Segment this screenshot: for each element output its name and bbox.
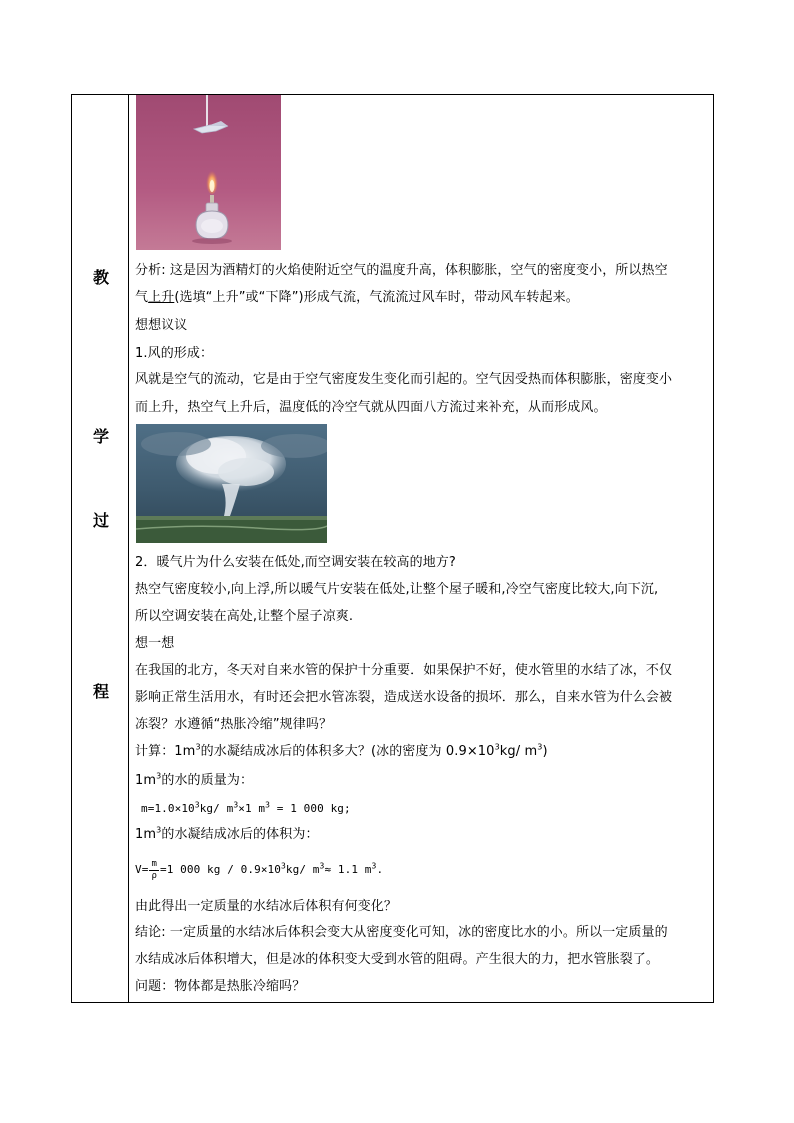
calc-q-part: 的水凝结成冰后的体积多大？(冰的密度为 0.9×10 bbox=[200, 744, 495, 759]
eq-part: m=1.0×10 bbox=[141, 802, 195, 815]
column-divider bbox=[128, 94, 129, 1003]
exponent: 3 bbox=[371, 861, 377, 871]
vol-label-part: 1m bbox=[135, 827, 157, 842]
eq-part: . bbox=[376, 863, 384, 876]
calc-q-part: kg/ m bbox=[499, 744, 538, 759]
section-heading-think: 想一想 bbox=[135, 636, 175, 651]
wind-text-line-1: 风就是空气的流动，它是由于空气密度发生变化而引起的。空气因受热而体积膨胀，密度变小 bbox=[135, 372, 673, 387]
pipe-text-line-1: 在我国的北方，冬天对自来水管的保护十分重要．如果保护不好，使水管里的水结了冰，不仅 bbox=[135, 663, 673, 678]
calc-q-part: ) bbox=[542, 744, 548, 759]
exponent: 3 bbox=[281, 861, 286, 871]
side-label-guo: 过 bbox=[92, 511, 109, 530]
fraction-denominator: ρ bbox=[151, 870, 157, 881]
exponent: 3 bbox=[265, 800, 271, 810]
conclusion-line-2: 水结成冰后体积增大，但是冰的体积变大受到水管的阻碍。产生很大的力，把水管胀裂了。 bbox=[135, 952, 660, 967]
change-question: 由此得出一定质量的水结冰后体积有何变化？ bbox=[135, 899, 398, 914]
heater-question: 2．暖气片为什么安装在低处,而空调安装在较高的地方? bbox=[135, 555, 456, 570]
exponent: 3 bbox=[319, 861, 325, 871]
exponent: 3 bbox=[194, 800, 200, 810]
exponent: 3 bbox=[537, 742, 543, 752]
analysis-line-1: 分析: 这是因为酒精灯的火焰使附近空气的温度升高，体积膨胀，空气的密度变小，所以热空 bbox=[135, 263, 668, 278]
mass-label-part: 1m bbox=[135, 773, 157, 788]
analysis-text-tail: (选填“上升”或“下降”)形成气流，气流流过风车时，带动风车转起来。 bbox=[174, 290, 579, 305]
heater-answer-line-1: 热空气密度较小,向上浮,所以暖气片安装在低处,让整个屋子暖和,冷空气密度比较大,向下沉, bbox=[135, 582, 659, 597]
mass-label-part: 的水的质量为： bbox=[161, 773, 254, 788]
eq-part: kg/ m bbox=[285, 863, 320, 876]
eq-part: ×1 m bbox=[238, 802, 266, 815]
exponent: 3 bbox=[494, 742, 500, 752]
side-label-xue: 学 bbox=[92, 427, 109, 446]
exponent: 3 bbox=[156, 771, 162, 781]
wind-heading: 1.风的形成： bbox=[135, 346, 214, 361]
pipe-text-line-2: 影响正常生活用水，有时还会把水管冻裂，造成送水设备的损坏．那么，自来水管为什么会被 bbox=[135, 690, 673, 705]
calc-question bbox=[135, 739, 711, 764]
side-label-cheng: 程 bbox=[92, 682, 109, 701]
volume-equation bbox=[135, 857, 711, 882]
volume-label bbox=[135, 822, 711, 847]
eq-part: =1 000 kg / 0.9×10 bbox=[159, 863, 281, 876]
answer-blank: 上升 bbox=[148, 290, 175, 305]
final-question: 问题：物体都是热胀冷缩吗？ bbox=[135, 979, 306, 994]
exponent: 3 bbox=[195, 742, 201, 752]
fraction-numerator: m bbox=[151, 858, 157, 869]
exponent: 3 bbox=[233, 800, 239, 810]
tornado-photo bbox=[136, 424, 327, 543]
eq-part: kg/ m bbox=[199, 802, 234, 815]
calc-q-part: 计算：1m bbox=[135, 744, 196, 759]
analysis-line-2 bbox=[135, 285, 711, 310]
vol-label-part: 的水凝结成冰后的体积为： bbox=[161, 827, 319, 842]
eq-part: V= bbox=[135, 863, 149, 876]
conclusion-line-1: 结论: 一定质量的水结冰后体积会变大从密度变化可知，冰的密度比水的小。所以一定质量的 bbox=[135, 925, 668, 940]
mass-label bbox=[135, 768, 711, 793]
exponent: 3 bbox=[156, 825, 162, 835]
heater-answer-line-2: 所以空调安装在高处,让整个屋子凉爽. bbox=[135, 609, 354, 624]
fraction-m-over-rho bbox=[149, 859, 159, 882]
side-label-jiao: 教 bbox=[92, 268, 109, 287]
mass-equation bbox=[141, 796, 717, 821]
eq-part: = 1 000 kg; bbox=[270, 802, 351, 815]
alcohol-lamp-pinwheel-photo bbox=[136, 95, 281, 250]
analysis-text: 气 bbox=[135, 290, 149, 305]
wind-text-line-2: 而上升，热空气上升后，温度低的冷空气就从四面八方流过来补充，从而形成风。 bbox=[135, 400, 607, 415]
section-heading-discuss: 想想议议 bbox=[135, 318, 188, 333]
pipe-text-line-3: 冻裂？水遵循“热胀冷缩”规律吗？ bbox=[135, 717, 333, 732]
eq-part: ≈ 1.1 m bbox=[324, 863, 372, 876]
